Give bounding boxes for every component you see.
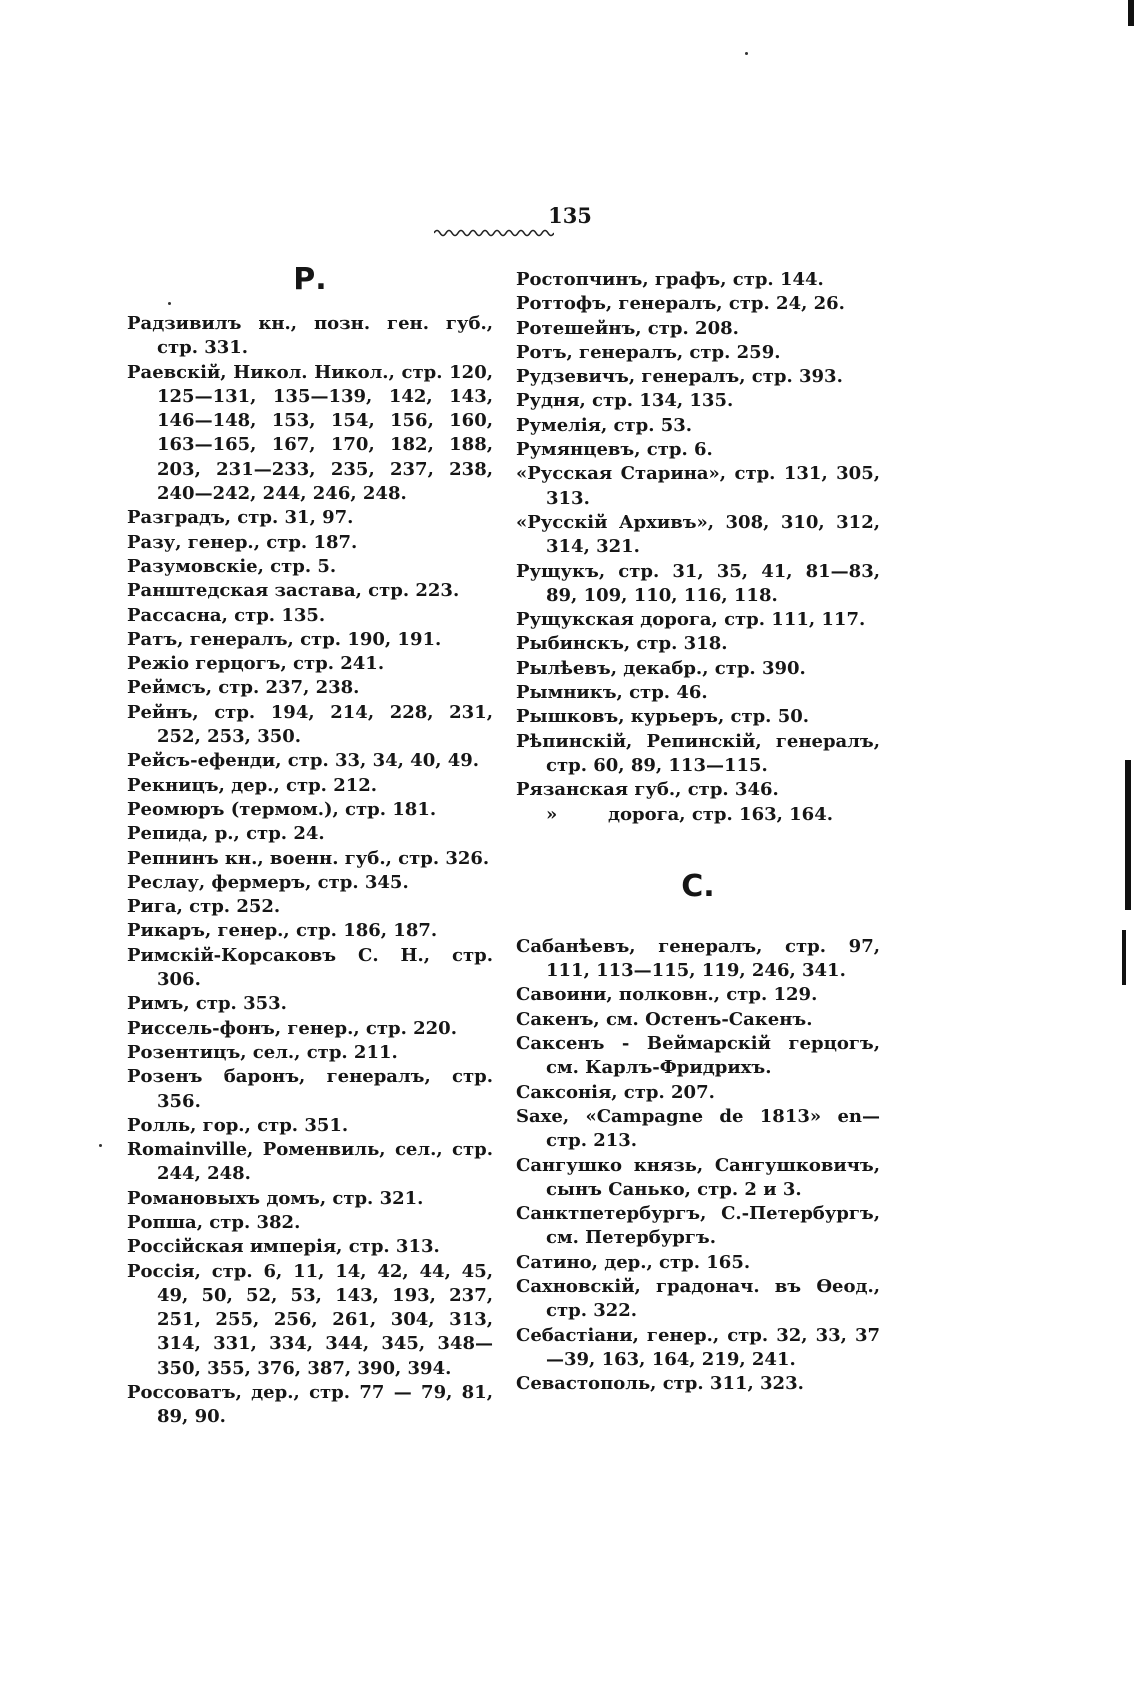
index-entry: Румелія, стр. 53. <box>516 414 693 436</box>
index-entry: «Русскій Архивъ», 308, 310, 312, 314, 321. <box>516 511 880 558</box>
ditto-mark: » <box>546 803 558 825</box>
index-entry: Рыбинскъ, стр. 318. <box>516 633 728 655</box>
index-entry: Реомюръ (термом.), стр. 181. <box>127 798 437 820</box>
index-entry: Сакенъ, см. Остенъ-Сакенъ. <box>516 1008 813 1030</box>
index-entry: Романовыхъ домъ, стр. 321. <box>127 1187 424 1209</box>
page-number: 135 <box>548 203 592 228</box>
index-entry: Репнинъ кн., военн. губ., стр. 326. <box>127 847 490 869</box>
index-entry: Рущукъ, стр. 31, 35, 41, 81—83, 89, 109, 110, 116, 118. <box>516 560 880 606</box>
right-column <box>516 268 880 1396</box>
index-entry: Риссель-фонъ, генер., стр. 220. <box>127 1017 457 1039</box>
index-entry: Рымникъ, стр. 46. <box>516 682 708 704</box>
index-entry: Сангушко князь, Сангушковичъ, сынъ Санько, стр. 2 и 3. <box>516 1154 880 1200</box>
index-entry: Ролль, гор., стр. 351. <box>127 1114 349 1136</box>
index-entry: Ротешейнъ, стр. 208. <box>516 317 739 339</box>
index-entry: Санктпетербургъ, С.-Петербургъ, см. Петербургъ. <box>516 1203 880 1249</box>
scan-speck <box>168 302 171 305</box>
index-entry: Россія, стр. 6, 11, 14, 42, 44, 45, 49, 50, 52, 53, 143, 193, 237, 251, 255, 256, 261, 304, 313, 314, 331, 334, 344, 345, 348—350, 355, 376, 387, 390, 394. <box>127 1260 493 1379</box>
index-entry: Раевскій, Никол. Никол., стр. 120, 125—131, 135—139, 142, 143, 146—148, 153, 154, 156, 160, 163—165, 167, 170, 182, 188, 203, 231—233, 235, 237, 238, 240—242, 244, 246, 248. <box>127 361 493 505</box>
index-entry: Розенъ баронъ, генералъ, стр. 356. <box>127 1066 493 1112</box>
index-entry: Реймсъ, стр. 237, 238. <box>127 677 360 699</box>
right-entry-list-s <box>516 935 880 1397</box>
index-entry-ditto <box>516 803 880 827</box>
section-letter-s: С. <box>681 868 715 904</box>
index-entry: Рязанская губ., стр. 346. <box>516 779 779 801</box>
index-entry: Ропша, стр. 382. <box>127 1211 301 1233</box>
index-entry: Рудзевичъ, генералъ, стр. 393. <box>516 366 843 388</box>
index-entry: Себастіани, генер., стр. 32, 33, 37—39, 163, 164, 219, 241. <box>516 1324 880 1370</box>
index-entry: Ростопчинъ, графъ, стр. 144. <box>516 269 824 290</box>
index-entry: Рига, стр. 252. <box>127 896 281 918</box>
index-entry: Рѣпинскій, Репинскій, генералъ, стр. 60, 89, 113—115. <box>516 730 880 776</box>
index-entry: Romainville, Роменвиль, сел., стр. 244, 248. <box>127 1139 493 1185</box>
index-entry: Россійская имперія, стр. 313. <box>127 1236 440 1258</box>
index-entry: Римъ, стр. 353. <box>127 993 287 1015</box>
index-entry: Рышковъ, курьеръ, стр. 50. <box>516 706 810 728</box>
index-entry: Ранштедская застава, стр. 223. <box>127 580 460 602</box>
index-entry: Ротъ, генералъ, стр. 259. <box>516 341 781 363</box>
wavy-rule <box>434 228 554 238</box>
index-entry: Римскій-Корсаковъ С. Н., стр. 306. <box>127 944 493 991</box>
index-entry: Реслау, фермеръ, стр. 345. <box>127 871 409 893</box>
index-entry: Рылѣевъ, декабр., стр. 390. <box>516 657 806 679</box>
index-entry: Разу, генер., стр. 187. <box>127 531 358 553</box>
scan-edge-bar <box>1125 760 1131 910</box>
index-entry: Рейсъ-ефенди, стр. 33, 34, 40, 49. <box>127 750 480 772</box>
index-entry: Радзивилъ кн., позн. ген. губ., стр. 331. <box>127 313 493 359</box>
scan-speck <box>99 1144 102 1147</box>
right-entry-list <box>516 268 880 803</box>
index-entry: Режіо герцогъ, стр. 241. <box>127 653 385 675</box>
left-entry-list <box>127 312 493 1430</box>
index-entry: «Русская Старина», стр. 131, 305, 313. <box>516 463 880 509</box>
index-entry: Разградъ, стр. 31, 97. <box>127 507 354 529</box>
index-entry: Ратъ, генералъ, стр. 190, 191. <box>127 628 442 650</box>
index-entry: Саксонія, стр. 207. <box>516 1081 715 1103</box>
scan-speck <box>745 52 748 55</box>
index-entry: Saxe, «Campagne de 1813» en— стр. 213. <box>516 1105 880 1152</box>
left-column <box>127 262 493 1430</box>
scan-edge-bar <box>1128 0 1134 26</box>
index-entry: Разумовскіе, стр. 5. <box>127 555 337 577</box>
index-entry: Россоватъ, дер., стр. 77 — 79, 81, 89, 90. <box>127 1382 493 1428</box>
index-entry: Репида, р., стр. 24. <box>127 823 325 845</box>
index-entry: Савоини, полковн., стр. 129. <box>516 984 818 1006</box>
index-entry: Румянцевъ, стр. 6. <box>516 439 713 461</box>
index-entry: Рейнъ, стр. 194, 214, 228, 231, 252, 253, 350. <box>127 701 493 748</box>
index-entry: Саксенъ - Веймарскій герцогъ, см. Карлъ-Фридрихъ. <box>516 1033 880 1079</box>
index-entry: Сабанѣевъ, генералъ, стр. 97, 111, 113—115, 119, 246, 341. <box>516 935 880 982</box>
section-letter-r: Р. <box>293 262 327 297</box>
index-entry: Рекницъ, дер., стр. 212. <box>127 774 378 796</box>
index-entry: Рикаръ, генер., стр. 186, 187. <box>127 920 438 942</box>
index-entry: Рудня, стр. 134, 135. <box>516 390 734 412</box>
index-entry: Рущукская дорога, стр. 111, 117. <box>516 609 866 631</box>
index-entry: Роттофъ, генералъ, стр. 24, 26. <box>516 293 845 315</box>
index-entry: Рассасна, стр. 135. <box>127 604 326 626</box>
ditto-text: дорога, стр. 163, 164. <box>608 803 833 825</box>
index-entry: Розентицъ, сел., стр. 211. <box>127 1041 398 1063</box>
scan-edge-bar <box>1122 930 1126 985</box>
index-entry: Севастополь, стр. 311, 323. <box>516 1373 804 1395</box>
index-entry: Сахновскій, градонач. въ Ѳеод., стр. 322. <box>516 1275 880 1322</box>
index-entry: Сатино, дер., стр. 165. <box>516 1251 751 1273</box>
